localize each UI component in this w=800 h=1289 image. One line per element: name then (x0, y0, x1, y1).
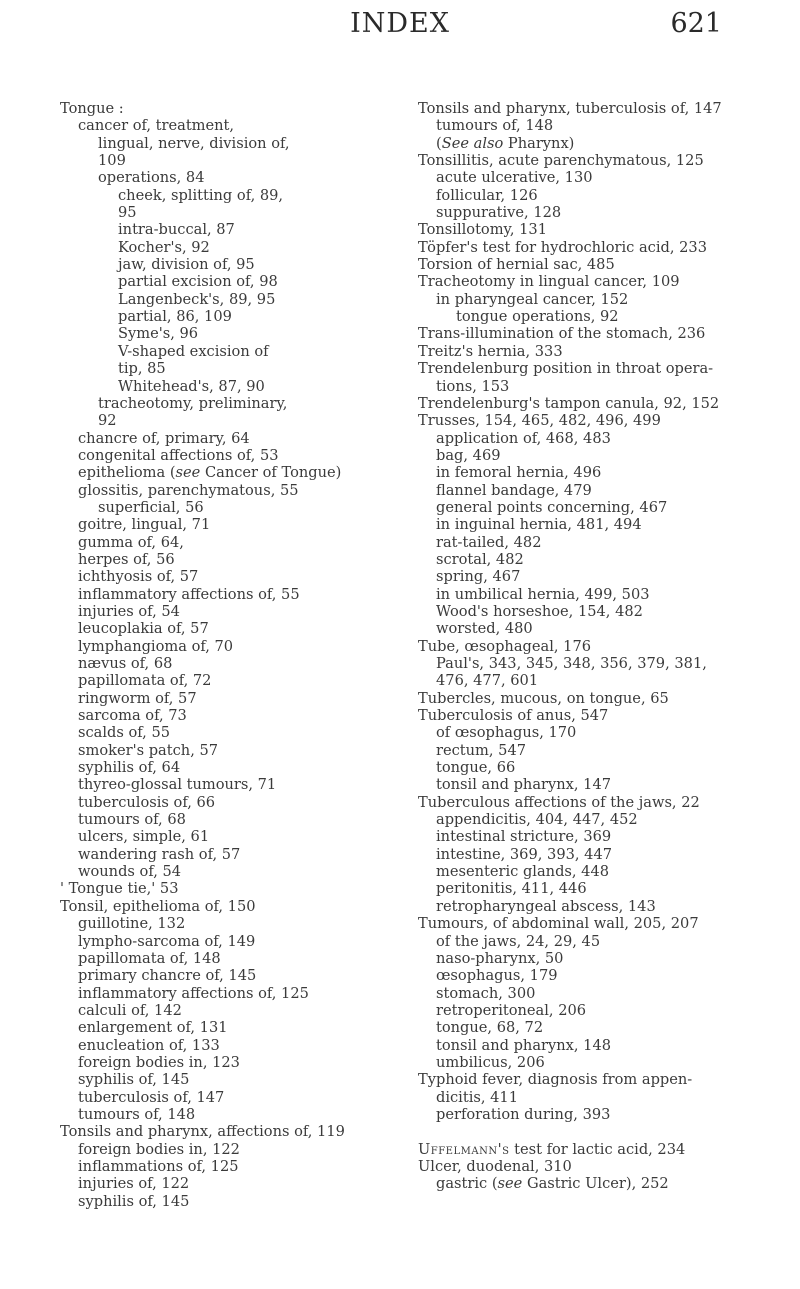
index-entry: Trendelenburg's tampon canula, 92, 152 (418, 394, 720, 412)
index-entry: retropharyngeal abscess, 143 (436, 897, 656, 915)
index-entry: lymphangioma of, 70 (78, 637, 234, 655)
index-entry: superficial, 56 (98, 498, 204, 516)
index-entry: Trans-illumination of the stomach, 236 (418, 325, 706, 343)
index-entry: ichthyosis of, 57 (78, 568, 199, 586)
index-entry: calculi of, 142 (78, 1001, 182, 1019)
index-entry: tumours of, 148 (436, 117, 554, 135)
index-entry: primary chancre of, 145 (78, 967, 257, 985)
index-entry: tonsil and pharynx, 148 (436, 1036, 612, 1054)
index-entry: tip, 85 (118, 360, 166, 378)
index-entry: Tubercles, mucous, on tongue, 65 (418, 689, 669, 707)
index-entry: enucleation of, 133 (78, 1036, 220, 1054)
index-entry: Tuberculous affections of the jaws, 22 (418, 793, 700, 811)
page-title: INDEX (350, 8, 450, 39)
index-entry: tumours of, 148 (78, 1105, 196, 1123)
page-header (0, 0, 800, 58)
index-entry: retroperitoneal, 206 (436, 1001, 587, 1019)
index-entry: lingual, nerve, division of, (98, 134, 290, 152)
index-entry: Tongue : (60, 100, 124, 117)
index-entry: tuberculosis of, 66 (78, 793, 216, 811)
index-entry: Kocher's, 92 (118, 238, 210, 256)
index-entry: Torsion of hernial sac, 485 (418, 256, 615, 274)
index-entry: papillomata of, 148 (78, 949, 221, 967)
index-entry: intestine, 369, 393, 447 (436, 845, 613, 863)
index-entry: œsophagus, 179 (436, 967, 558, 985)
left-index-column (60, 100, 400, 1210)
index-entry: smoker's patch, 57 (78, 741, 219, 759)
index-entry: intestinal stricture, 369 (436, 828, 612, 846)
right-index-column (418, 100, 780, 1193)
index-entry: cancer of, treatment, (78, 117, 235, 135)
index-entry: injuries of, 122 (78, 1175, 190, 1193)
index-entry: Töpfer's test for hydrochloric acid, 233 (418, 238, 707, 256)
index-entry: 476, 477, 601 (436, 672, 539, 690)
index-entry: gumma of, 64, (78, 533, 184, 551)
index-entry (418, 1175, 780, 1192)
cross-reference: see (175, 464, 201, 482)
index-entry: in umbilical hernia, 499, 503 (436, 585, 650, 603)
index-entry: scrotal, 482 (436, 550, 524, 568)
index-entry: bag, 469 (436, 446, 501, 464)
index-entry: Tube, œsophageal, 176 (418, 637, 592, 655)
index-entry: Typhoid fever, diagnosis from appen- (418, 1071, 693, 1089)
index-entry: ulcers, simple, 61 (78, 828, 210, 846)
index-entry: syphilis of, 145 (78, 1071, 190, 1089)
index-entry: leucoplakia of, 57 (78, 620, 209, 638)
index-entry: spring, 467 (436, 568, 521, 586)
index-entry: 109 (98, 152, 126, 170)
index-entry: suppurative, 128 (436, 204, 562, 222)
index-entry: general points concerning, 467 (436, 498, 668, 516)
index-entry: nævus of, 68 (78, 655, 173, 672)
index-entry: umbilicus, 206 (436, 1053, 545, 1071)
index-entry: Wood's horseshoe, 154, 482 (436, 602, 643, 620)
entry-text: epithelioma ( (78, 464, 176, 482)
index-entry: inflammations of, 125 (78, 1157, 239, 1175)
index-entry: acute ulcerative, 130 (436, 169, 593, 187)
index-entry: papillomata of, 72 (78, 672, 212, 690)
index-entry: Trusses, 154, 465, 482, 496, 499 (418, 412, 661, 430)
index-entry: Whitehead's, 87, 90 (118, 377, 265, 395)
index-entry: tuberculosis of, 147 (78, 1088, 225, 1106)
index-entry: sarcoma of, 73 (78, 707, 187, 725)
index-entry: Tonsil, epithelioma of, 150 (60, 897, 256, 915)
index-entry: tumours of, 68 (78, 811, 186, 829)
index-entry (418, 1123, 780, 1140)
index-entry: ' Tongue tie,' 53 (60, 880, 179, 898)
index-entry: tions, 153 (436, 377, 510, 395)
index-entry: Ulcer, duodenal, 310 (418, 1157, 572, 1175)
index-entry: tracheotomy, preliminary, (98, 394, 288, 412)
index-entry: intra-buccal, 87 (118, 221, 235, 239)
index-entry: V-shaped excision of (118, 342, 269, 360)
cross-reference: see (497, 1175, 523, 1193)
entry-text: test for lactic acid, 234 (509, 1140, 686, 1158)
index-entry: scalds of, 55 (78, 724, 171, 742)
index-entry: in inguinal hernia, 481, 494 (436, 516, 642, 534)
index-entry: wandering rash of, 57 (78, 845, 241, 863)
index-entry (418, 135, 780, 152)
index-entry: Tracheotomy in lingual cancer, 109 (418, 273, 680, 291)
index-entry: in femoral hernia, 496 (436, 464, 602, 482)
index-entry: Treitz's hernia, 333 (418, 342, 563, 360)
index-entry: 92 (98, 412, 117, 430)
index-entry: chancre of, primary, 64 (78, 429, 250, 447)
index-entry: partial, 86, 109 (118, 308, 232, 326)
index-entry: operations, 84 (98, 169, 205, 187)
index-entry: application of, 468, 483 (436, 429, 611, 447)
index-entry: injuries of, 54 (78, 602, 180, 620)
index-entry: congenital affections of, 53 (78, 446, 279, 464)
index-entry: herpes of, 56 (78, 550, 175, 568)
index-entry: Tonsillitis, acute parenchymatous, 125 (418, 152, 704, 170)
index-entry: mesenteric glands, 448 (436, 863, 610, 881)
index-entry: Tonsils and pharynx, affections of, 119 (60, 1123, 345, 1141)
index-entry: 95 (118, 204, 137, 222)
index-entry: Paul's, 343, 345, 348, 356, 379, 381, (436, 655, 707, 672)
index-entry: follicular, 126 (436, 186, 538, 204)
index-entry: Tonsillotomy, 131 (418, 221, 547, 239)
index-entry: appendicitis, 404, 447, 452 (436, 811, 638, 829)
index-entry: tongue operations, 92 (456, 308, 619, 326)
index-entry: of œsophagus, 170 (436, 724, 577, 742)
entry-text: Gastric Ulcer), 252 (522, 1175, 669, 1193)
index-entry: thyreo-glossal tumours, 71 (78, 776, 277, 794)
index-entry: foreign bodies in, 123 (78, 1053, 240, 1071)
index-entry: guillotine, 132 (78, 915, 186, 933)
index-entry (60, 464, 400, 481)
entry-text: Cancer of Tongue) (200, 464, 342, 482)
index-entry: naso-pharynx, 50 (436, 949, 564, 967)
index-entry: tongue, 66 (436, 759, 516, 777)
index-entry: Tuberculosis of anus, 547 (418, 707, 609, 725)
index-entry: flannel bandage, 479 (436, 481, 592, 499)
index-entry: enlargement of, 131 (78, 1019, 228, 1037)
index-entry: Tumours, of abdominal wall, 205, 207 (418, 915, 699, 933)
index-entry: rectum, 547 (436, 741, 527, 759)
entry-headword: Uffelmann's (418, 1140, 510, 1158)
index-entry: stomach, 300 (436, 984, 536, 1002)
index-entry: glossitis, parenchymatous, 55 (78, 481, 299, 499)
index-entry: in pharyngeal cancer, 152 (436, 290, 629, 308)
index-entry: inflammatory affections of, 125 (78, 984, 309, 1002)
index-entry: partial excision of, 98 (118, 273, 278, 291)
index-entry: tongue, 68, 72 (436, 1019, 544, 1037)
index-entry: foreign bodies in, 122 (78, 1140, 240, 1158)
index-entry: Langenbeck's, 89, 95 (118, 290, 276, 308)
index-entry: peritonitis, 411, 446 (436, 880, 587, 898)
cross-reference: See also (441, 134, 504, 152)
index-entry: rat-tailed, 482 (436, 533, 542, 551)
index-entry: jaw, division of, 95 (118, 256, 255, 274)
index-entry: Syme's, 96 (118, 325, 199, 343)
entry-text: ( (436, 134, 442, 152)
index-entry: Trendelenburg position in throat opera- (418, 360, 714, 378)
entry-text: Pharynx) (503, 134, 575, 152)
page-number: 621 (670, 8, 722, 39)
index-entry: inflammatory affections of, 55 (78, 585, 300, 603)
index-entry: ringworm of, 57 (78, 689, 197, 707)
index-entry: Tonsils and pharynx, tuberculosis of, 147 (418, 100, 722, 117)
index-entry (418, 1141, 780, 1158)
index-entry: syphilis of, 64 (78, 759, 181, 777)
index-entry: worsted, 480 (436, 620, 533, 638)
index-entry: perforation during, 393 (436, 1105, 611, 1123)
index-entry: cheek, splitting of, 89, (118, 186, 284, 204)
index-entry: of the jaws, 24, 29, 45 (436, 932, 601, 950)
index-entry: goitre, lingual, 71 (78, 516, 211, 534)
index-entry: syphilis of, 145 (78, 1192, 190, 1210)
index-entry: lympho-sarcoma of, 149 (78, 932, 256, 950)
entry-text: gastric ( (436, 1175, 498, 1193)
index-entry: wounds of, 54 (78, 863, 182, 881)
index-entry: dicitis, 411 (436, 1088, 519, 1106)
index-entry: tonsil and pharynx, 147 (436, 776, 612, 794)
